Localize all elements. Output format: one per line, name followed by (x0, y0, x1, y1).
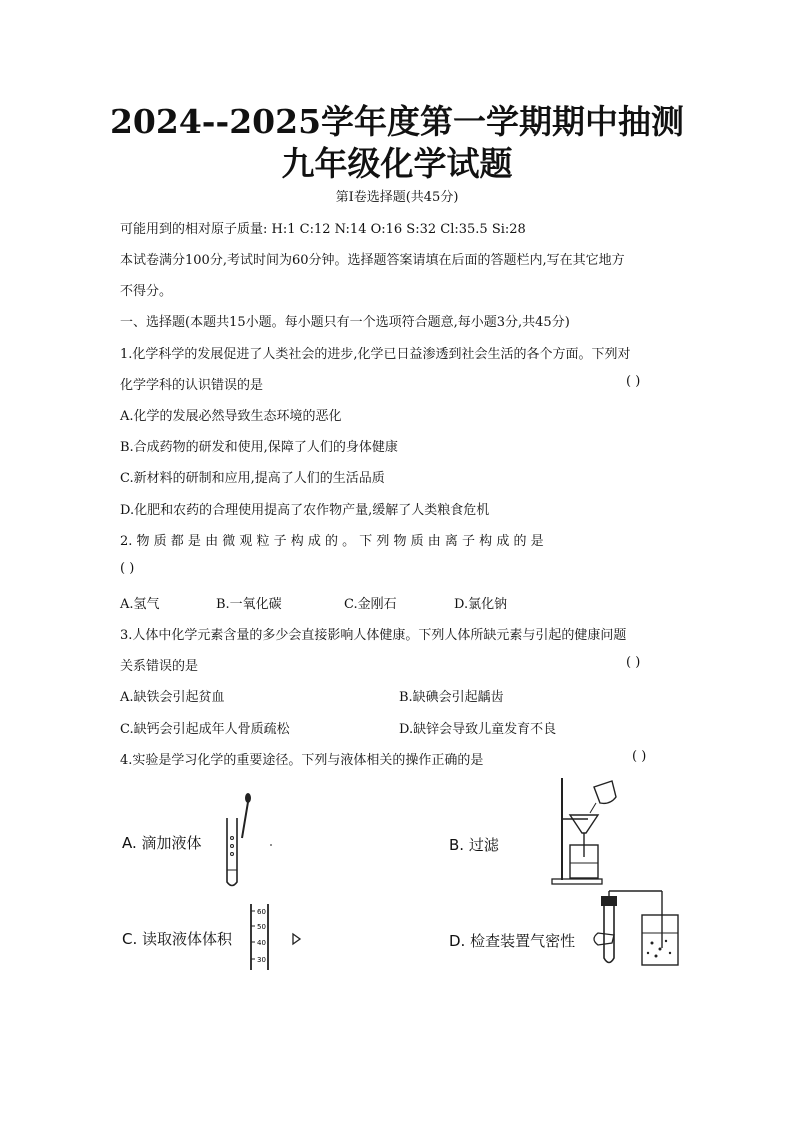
exam-subtitle: 九年级化学试题 (281, 144, 513, 183)
q1-stem-line-1: 1.化学科学的发展促进了人类社会的进步,化学已日益渗透到社会生活的各个方面。下列对 (120, 347, 631, 362)
fig-label-b: B. 过滤 (449, 836, 499, 854)
cylinder-tick-60: 60 (257, 908, 266, 916)
q3-option-c: C.缺钙会引起成年人骨质疏松 (120, 722, 290, 737)
graduated-cylinder-icon (246, 904, 304, 972)
q2-stem: 2. 物 质 都 是 由 微 观 粒 子 构 成 的 。 下 列 物 质 由 离 子 构 成 的 是 (120, 534, 544, 549)
q3-option-a: A.缺铁会引起贫血 (120, 690, 225, 705)
airtightness-check-icon (590, 893, 685, 973)
q4-answer-paren: ( ) (632, 749, 647, 764)
q1-option-c: C.新材料的研制和应用,提高了人们的生活品质 (120, 471, 385, 486)
q1-option-d: D.化肥和农药的合理使用提高了农作物产量,缓解了人类粮食危机 (120, 503, 490, 518)
q1-answer-paren: ( ) (626, 374, 641, 389)
q2-answer-paren: ( ) (120, 561, 135, 576)
fig-label-a: A. 滴加液体 (122, 834, 202, 852)
dropper-test-tube-icon (215, 790, 275, 890)
cylinder-tick-40: 40 (257, 939, 266, 947)
exam-title: 2024--2025学年度第一学期期中抽测 (109, 102, 685, 141)
filtration-setup-icon (550, 775, 625, 887)
cylinder-tick-50: 50 (257, 923, 266, 931)
q2-option-c: C.金刚石 (344, 597, 397, 612)
fig-label-c: C. 读取液体体积 (122, 930, 233, 948)
part1-heading: 一、选择题(本题共15小题。每小题只有一个选项符合题意,每小题3分,共45分) (120, 315, 570, 330)
q1-option-b: B.合成药物的研发和使用,保障了人们的身体健康 (120, 440, 398, 455)
q2-option-a: A.氢气 (120, 597, 160, 612)
section-title: 第Ⅰ卷选择题(共45分) (335, 190, 459, 205)
q4-stem: 4.实验是学习化学的重要途径。下列与液体相关的操作正确的是 (120, 753, 484, 768)
instructions-line-1: 本试卷满分100分,考试时间为60分钟。选择题答案请填在后面的答题栏内,写在其它地方 (120, 253, 625, 268)
instructions-line-2: 不得分。 (120, 284, 173, 299)
cylinder-tick-30: 30 (257, 956, 266, 964)
q2-option-d: D.氯化钠 (454, 597, 508, 612)
q2-option-b: B.一氧化碳 (216, 597, 282, 612)
q3-option-d: D.缺锌会导致儿童发育不良 (399, 722, 557, 737)
q3-option-b: B.缺碘会引起龋齿 (399, 690, 504, 705)
q1-option-a: A.化学的发展必然导致生态环境的恶化 (120, 409, 342, 424)
q3-stem-line-1: 3.人体中化学元素含量的多少会直接影响人体健康。下列人体所缺元素与引起的健康问题 (120, 628, 627, 643)
q3-answer-paren: ( ) (626, 655, 641, 670)
q1-stem-line-2: 化学学科的认识错误的是 (120, 378, 264, 393)
q3-stem-line-2: 关系错误的是 (120, 659, 199, 674)
atomic-masses: 可能用到的相对原子质量: H:1 C:12 N:14 O:16 S:32 Cl:35.5 Si:28 (120, 222, 526, 237)
fig-label-d: D. 检查装置气密性 (449, 932, 576, 950)
